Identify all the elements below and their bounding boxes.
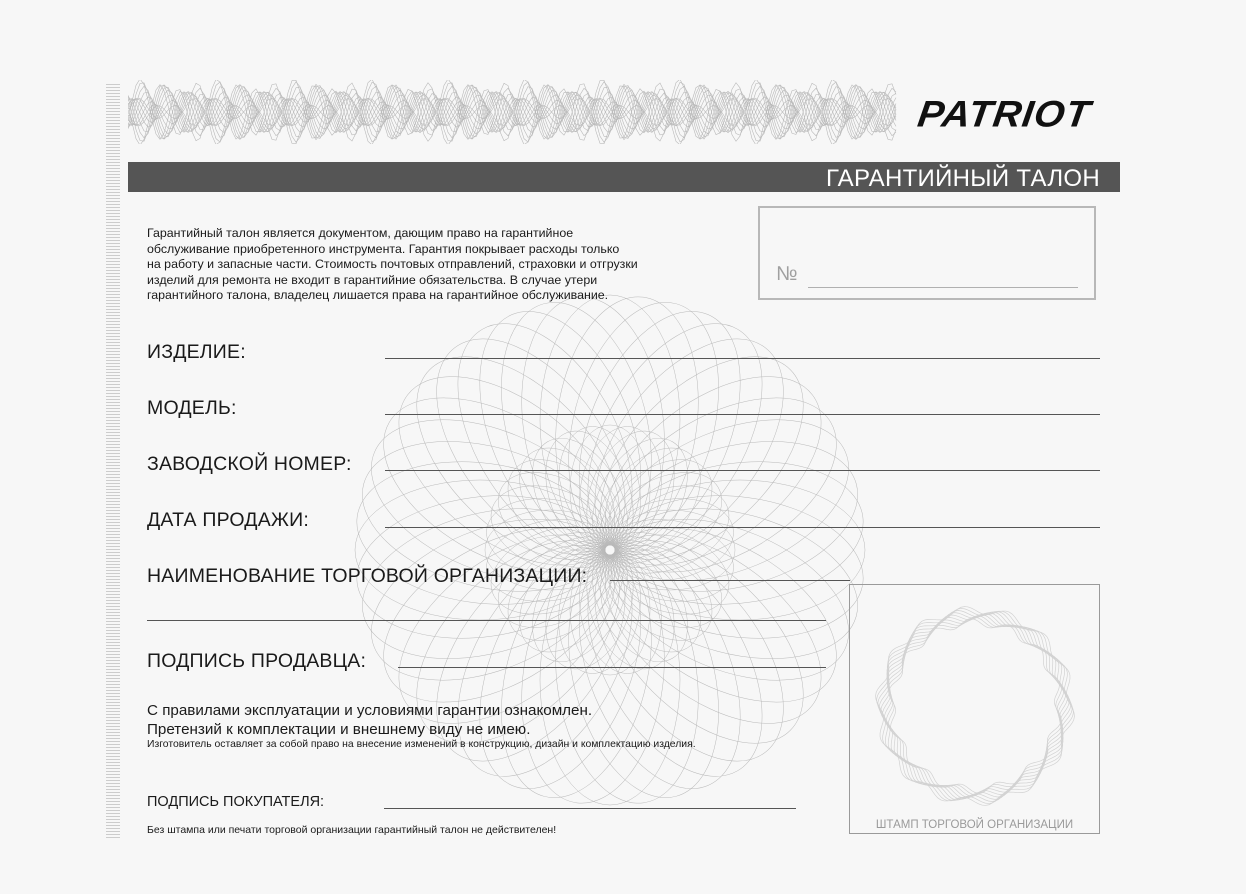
title-bar [128, 162, 1120, 192]
agreement-line: С правилами эксплуатации и условиями гарантии ознакомлен. [147, 702, 593, 719]
card-number-field[interactable] [808, 287, 1078, 288]
organization-field-line-2[interactable] [147, 620, 826, 621]
agreement-statement [147, 702, 592, 739]
stamp-label: ШТАМП ТОРГОВОЙ ОРГАНИЗАЦИИ [875, 819, 1074, 831]
seller-signature-label: ПОДПИСЬ ПРОДАВЦА: [147, 650, 367, 672]
guilloche-band [128, 80, 898, 144]
manufacturer-note: Изготовитель оставляет за собой право на внесение изменений в конструкцию, дизайн и комплектацию изделия. [147, 739, 696, 750]
intro-line: изделий для ремонта не входит в гарантийние обязательства. В случае утери [147, 272, 598, 287]
stamp-required-note: Без штампа или печати торговой организации гарантийный талон не действителен! [147, 824, 557, 836]
number-sign: № [776, 263, 798, 285]
seller-signature-field[interactable] [398, 667, 826, 668]
agreement-line: Претензий к комплектации и внешнему виду не имею. [147, 720, 531, 738]
patriot-logo: PATRIOT [915, 94, 1094, 135]
model-label: МОДЕЛЬ: [147, 397, 237, 419]
intro-line: гарантийного талона, владелец лишается права на гарантийное обслуживание. [147, 288, 609, 303]
stamp-box [849, 584, 1100, 834]
page-title: ГАРАНТИЙНЫЙ ТАЛОН [825, 165, 1100, 192]
sale-date-label: ДАТА ПРОДАЖИ: [147, 509, 309, 531]
organization-label: НАИМЕНОВАНИЕ ТОРГОВОЙ ОРГАНИЗАЦИИ: [147, 565, 588, 587]
perforation-strip [106, 82, 120, 838]
serial-number-field[interactable] [385, 470, 1100, 471]
model-field[interactable] [385, 414, 1100, 415]
intro-line: обслуживание приобретенного инструмента. Гарантия покрывает расходы только [147, 241, 620, 256]
buyer-signature-field[interactable] [384, 808, 796, 809]
buyer-signature-label: ПОДПИСЬ ПОКУПАТЕЛЯ: [147, 794, 325, 810]
product-field[interactable] [385, 358, 1100, 359]
product-label: ИЗДЕЛИЕ: [147, 341, 246, 363]
organization-field[interactable] [610, 580, 850, 581]
card-number-box [758, 206, 1096, 300]
sale-date-field[interactable] [385, 527, 1100, 528]
seal-outline-icon [862, 595, 1088, 817]
intro-line: на работу и запасные части. Стоимость почтовых отправлений, страховки и отгрузки [147, 257, 638, 272]
intro-paragraph [147, 226, 747, 304]
intro-line: Гарантийный талон является документом, дающим право на гарантийное [147, 226, 574, 240]
serial-number-label: ЗАВОДСКОЙ НОМЕР: [147, 453, 352, 475]
